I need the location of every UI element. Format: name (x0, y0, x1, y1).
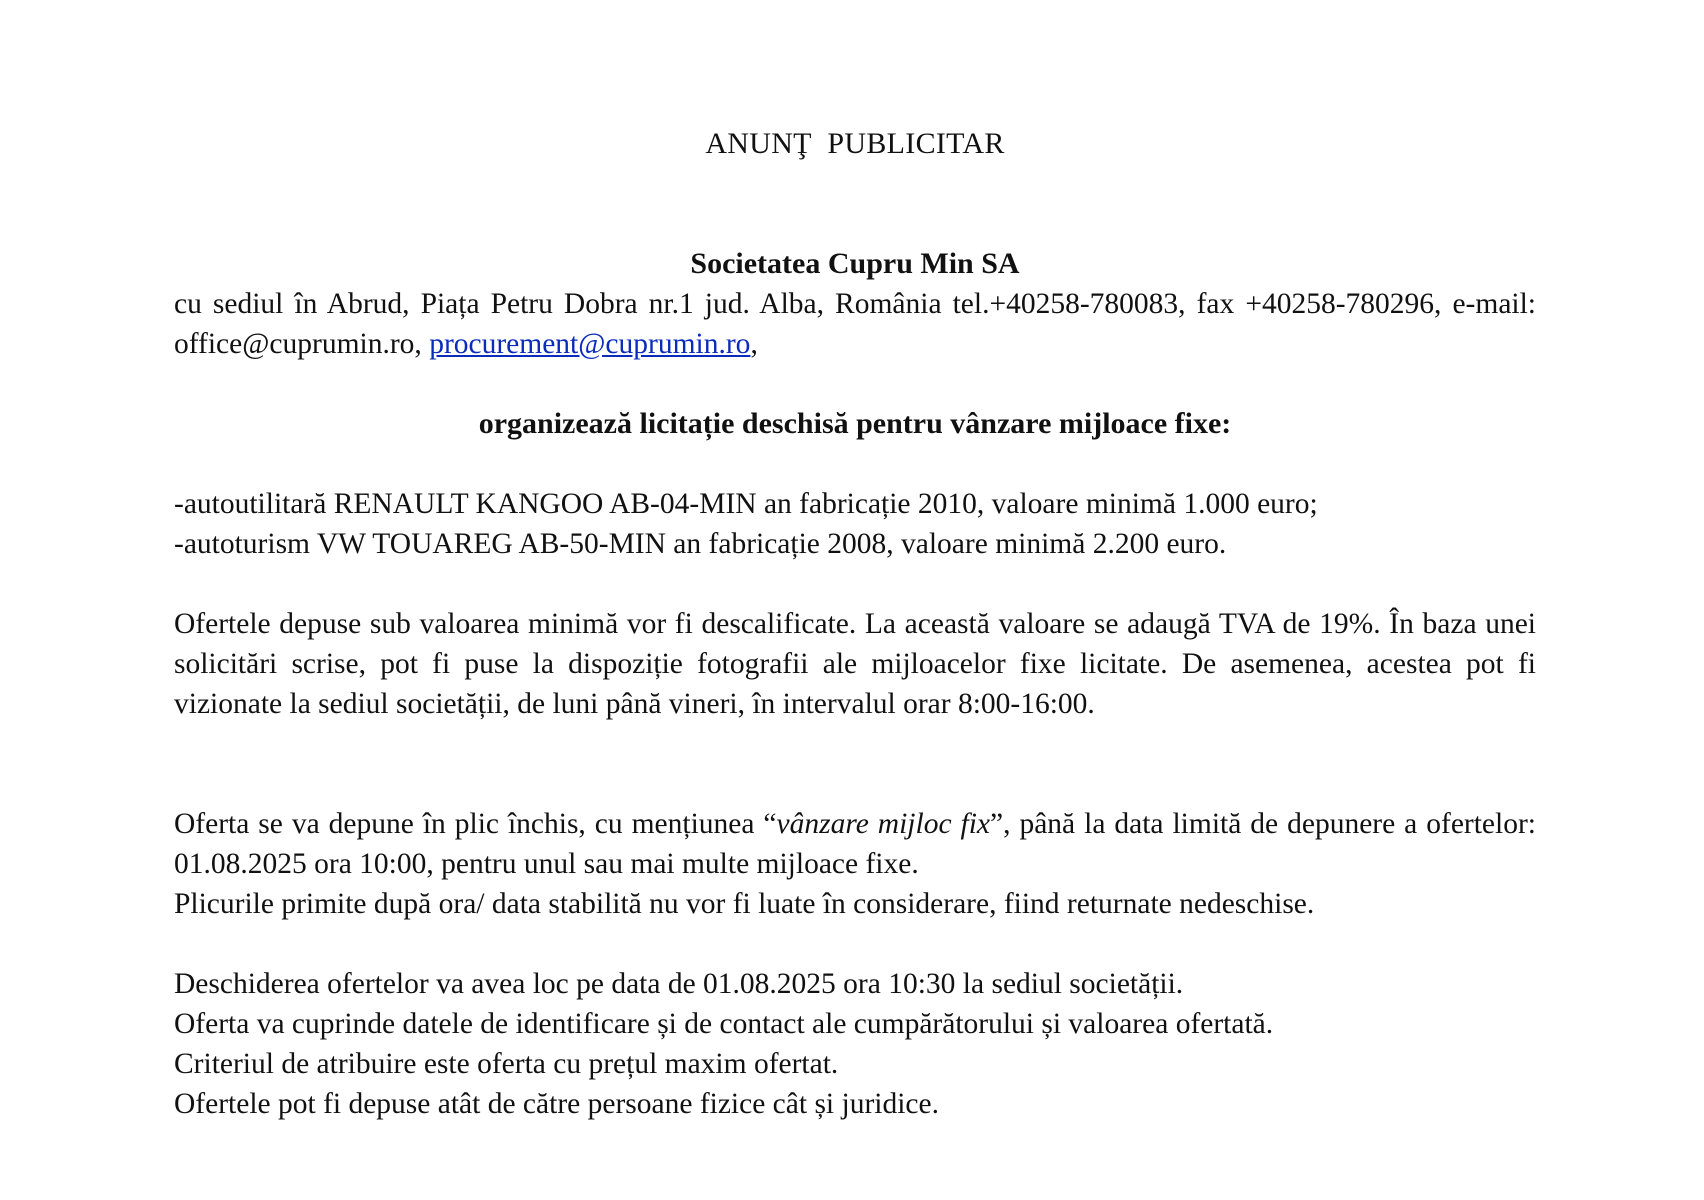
closing-line: Oferta va cuprinde datele de identificare și de contact ale cumpărătorului și valoarea ofertată. (174, 1008, 1274, 1040)
asset-list (174, 484, 1536, 564)
auction-heading: organizează licitație deschisă pentru vânzare mijloace fixe: (478, 407, 1232, 440)
terms-paragraph: Ofertele depuse sub valoarea minimă vor fi descalificate. La această valoare se adaugă TVA de 19%. În baza unei solicitări scrise, pot fi puse la dispoziție fotografii ale mijloacelor fixe licitate. De asemenea, acestea pot fi vizionate la sediul societății, de luni până vineri, în intervalul orar 8:00-16:00. (174, 608, 1536, 720)
closing-paragraph (174, 964, 1536, 1124)
asset-item: -autoutilitară RENAULT KANGOO AB-04-MIN an fabricație 2010, valoare minimă 1.000 euro; (174, 488, 1318, 520)
closing-line: Criteriul de atribuire este oferta cu prețul maxim ofertat. (174, 1048, 839, 1080)
submission-paragraph (174, 804, 1536, 924)
company-name: Societatea Cupru Min SA (690, 247, 1020, 280)
address-suffix: , (750, 328, 758, 360)
submission-text-before: Oferta se va depune în plic închis, cu mențiunea “ (174, 808, 777, 840)
late-envelopes-text: Plicurile primite după ora/ data stabilită nu vor fi luate în considerare, fiind returnate nedeschise. (174, 888, 1315, 920)
submission-text-after: ”, până la data limită de depunere a ofertelor: 01.08.2025 ora 10:00, pentru unul sau mai multe mijloace fixe. (174, 808, 1536, 880)
procurement-email-link[interactable]: procurement@cuprumin.ro (429, 328, 751, 360)
company-address (174, 284, 1536, 364)
submission-mention: vânzare mijloc fix (776, 808, 991, 840)
document-title: ANUNŢ PUBLICITAR (705, 127, 1005, 160)
closing-line: Ofertele pot fi depuse atât de către persoane fizice cât și juridice. (174, 1088, 939, 1120)
asset-item: -autoturism VW TOUAREG AB-50-MIN an fabricație 2008, valoare minimă 2.200 euro. (174, 528, 1227, 560)
address-text: cu sediul în Abrud, Piața Petru Dobra nr.1 jud. Alba, România tel.+40258-780083, fax +40258-780296, e-mail: office@cuprumin.ro, (174, 288, 1536, 360)
closing-line: Deschiderea ofertelor va avea loc pe data de 01.08.2025 ora 10:30 la sediul societății. (174, 968, 1184, 1000)
